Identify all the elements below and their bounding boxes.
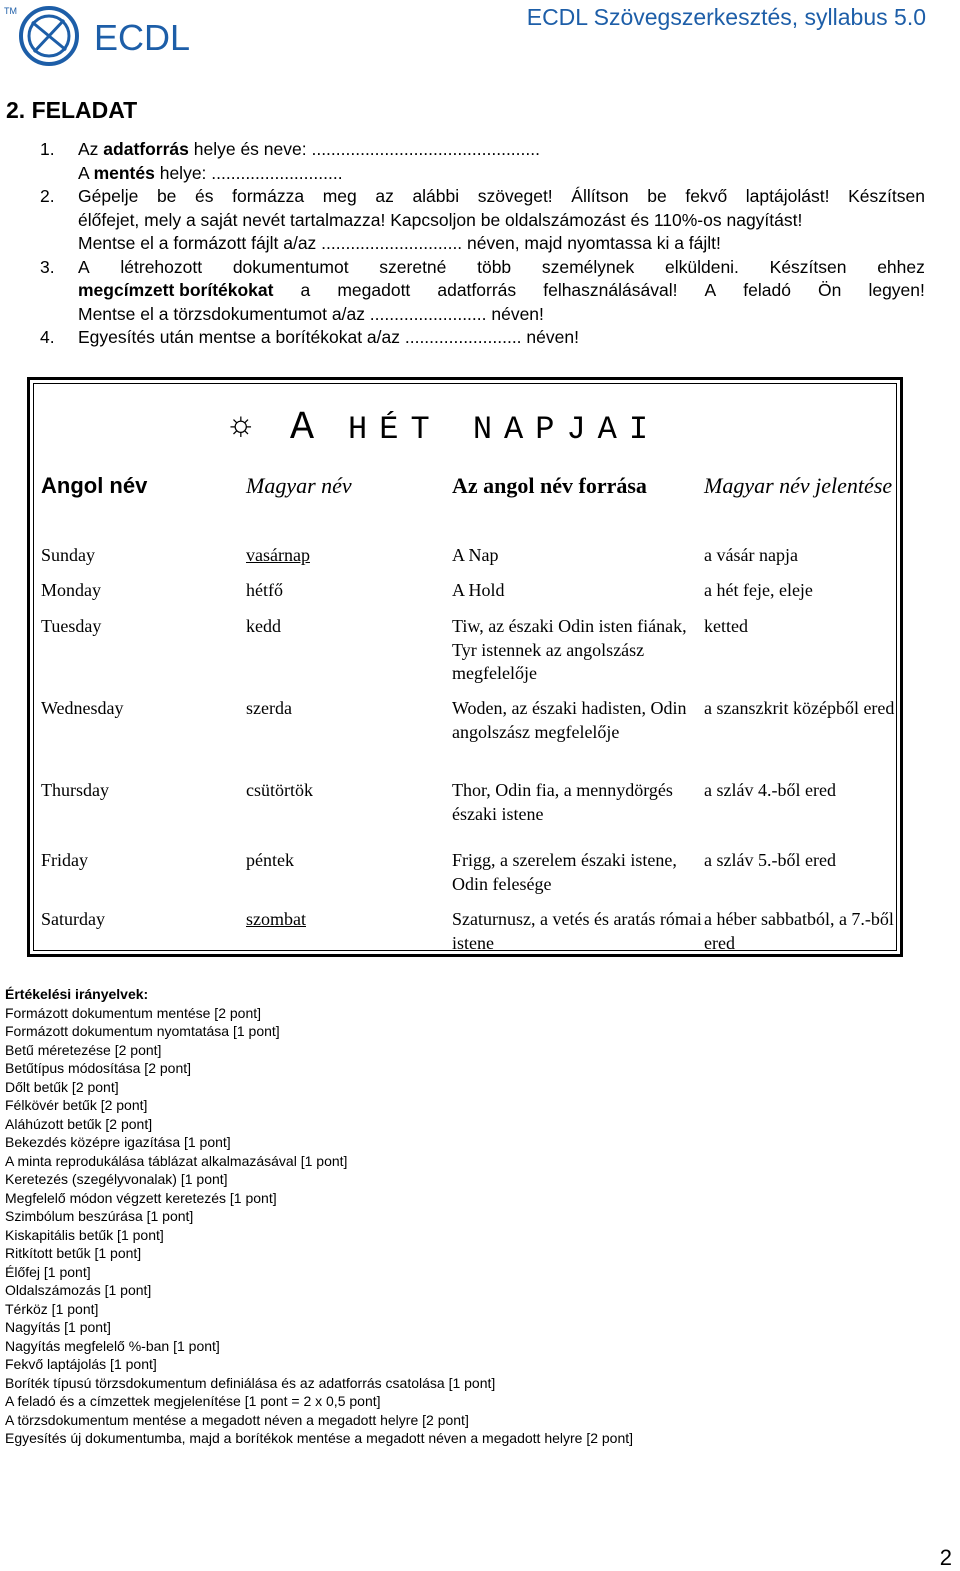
cell-english: Saturday (41, 909, 105, 929)
cell-hungarian: péntek (246, 850, 294, 870)
word: megadott (337, 280, 411, 300)
word: be (156, 186, 177, 206)
cell-source: Thor, Odin fia, a mennydörgés északi istene (452, 780, 673, 824)
instruction-number: 4. (40, 327, 55, 347)
cell-source: Szaturnusz, a vetés és aratás római istene (452, 909, 702, 953)
cell-hungarian: szerda (246, 698, 292, 718)
cell-english: Thursday (41, 780, 109, 800)
table-row (41, 544, 904, 579)
evaluation-item: Betűtípus módosítása [2 pont] (5, 1060, 192, 1076)
cell-hungarian: vasárnap (246, 545, 310, 565)
word: meg (322, 186, 357, 206)
instruction-text: helye: ........................... (154, 162, 343, 183)
word: felhasználásával! (543, 280, 678, 300)
word: fekvő (685, 186, 728, 206)
logo-tm: TM (4, 6, 17, 16)
instruction-number: 2. (40, 186, 55, 206)
table-row (41, 579, 904, 615)
word: A (78, 256, 90, 277)
evaluation-item: Dőlt betűk [2 pont] (5, 1078, 119, 1095)
header-english-name: Angol név (41, 473, 148, 498)
evaluation-item: Formázott dokumentum mentése [2 pont] (5, 1004, 262, 1021)
evaluation-list (5, 985, 633, 1448)
evaluation-item: A minta reprodukálása táblázat alkalmazásával [1 pont] (5, 1152, 348, 1169)
word: Gépelje (78, 186, 139, 206)
word: Készítsen (769, 256, 847, 277)
evaluation-item: Aláhúzott betűk [2 pont] (5, 1115, 153, 1132)
cell-hungarian: szombat (246, 909, 306, 929)
cell-meaning: a vásár napja (704, 545, 798, 565)
cell-meaning: a szanszkrit középből ered (704, 698, 895, 718)
word: személynek (541, 256, 635, 277)
word: A (704, 280, 717, 300)
word: feladó (743, 280, 791, 300)
word: szeretné (379, 256, 447, 277)
task-heading: 2. FELADAT (6, 97, 138, 123)
word: Állítson (571, 186, 629, 206)
table-row (41, 615, 904, 697)
word: a (300, 280, 311, 300)
ecdl-logo (4, 2, 204, 77)
cell-meaning: a szláv 5.-ből ered (704, 850, 836, 870)
table-row (41, 697, 904, 779)
evaluation-item: Élőfej [1 pont] (5, 1263, 91, 1280)
word: Ön (818, 280, 842, 300)
week-title-rest: HÉT NAPJAI (348, 411, 661, 448)
evaluation-item: A törzsdokumentum mentése a megadott néven a megadott helyre [2 pont] (5, 1411, 469, 1428)
word: elküldeni. (664, 256, 739, 277)
word: be (647, 186, 667, 206)
table-header-row (41, 470, 904, 544)
instruction-2-line-1 (78, 185, 925, 209)
instruction-text: Egyesítés után mentse a borítékokat a/az ........................ néven! (78, 327, 579, 347)
word: ehhez (877, 256, 925, 277)
evaluation-item: Fekvő laptájolás [1 pont] (5, 1356, 157, 1372)
evaluation-item: Szimbólum beszúrása [1 pont] (5, 1208, 194, 1224)
table-row (41, 779, 904, 849)
word: több (477, 256, 512, 277)
instruction-1 (40, 138, 925, 162)
evaluation-item: Keretezés (szegélyvonalak) [1 pont] (5, 1171, 228, 1187)
evaluation-item: Oldalszámozás [1 pont] (5, 1282, 152, 1298)
word-bold: megcímzett borítékokat (78, 280, 274, 300)
week-title (230, 405, 660, 451)
evaluation-item: Egyesítés új dokumentumba, majd a borítékok mentése a megadott néven a megadott helyre [2 pont] (5, 1430, 634, 1446)
evaluation-item: Nagyítás megfelelő %-ban [1 pont] (5, 1337, 220, 1354)
instruction-3-line-2 (40, 279, 925, 303)
table-row (41, 908, 904, 955)
evaluation-item: A feladó és a címzettek megjelenítése [1 pont = 2 x 0,5 pont] (5, 1393, 381, 1409)
cell-english: Tuesday (41, 616, 102, 636)
instruction-text: Az (78, 139, 104, 159)
word: legyen! (868, 280, 925, 300)
cell-source: A Nap (452, 545, 499, 565)
header-hungarian-name: Magyar név (246, 473, 352, 498)
cell-meaning: a héber sabbatból, a 7.-ből ered (704, 909, 894, 953)
word: Készítsen (848, 186, 925, 206)
word: alábbi (412, 186, 460, 206)
header-meaning: Magyar név jelentése (704, 473, 893, 498)
instruction-bold: mentés (93, 162, 155, 183)
cell-source: Tiw, az északi Odin isten fiának, Tyr istennek az angolszász megfelelője (452, 616, 687, 683)
word: laptájolást! (745, 186, 830, 206)
instruction-text: A (78, 162, 94, 183)
cell-hungarian: kedd (246, 616, 281, 636)
cell-source: A Hold (452, 580, 505, 600)
sun-icon: ☼ (230, 405, 252, 446)
days-table (41, 470, 904, 955)
instruction-2-line-3: Mentse el a formázott fájlt a/az ............................. néven, majd nyomtassa ki a fájlt! (78, 233, 721, 253)
evaluation-heading: Értékelési irányelvek: (5, 986, 149, 1002)
word: adatforrás (437, 280, 517, 300)
word: dokumentumot (232, 256, 349, 277)
instruction-1b (40, 162, 925, 186)
evaluation-item: Félkövér betűk [2 pont] (5, 1097, 148, 1113)
week-title-initial: A (290, 406, 325, 451)
logo-text: ECDL (94, 17, 191, 58)
word: szöveget! (477, 186, 553, 206)
word: létrehozott (120, 256, 203, 277)
cell-english: Sunday (41, 545, 95, 565)
table-row (41, 849, 904, 908)
cell-source: Frigg, a szerelem északi istene, Odin felesége (452, 850, 677, 894)
word: és (195, 186, 214, 206)
cell-hungarian: hétfő (246, 580, 283, 600)
instruction-3-line-3: Mentse el a törzsdokumentumot a/az ........................ néven! (78, 303, 544, 324)
evaluation-item: Kiskapitális betűk [1 pont] (5, 1226, 164, 1243)
cell-meaning: a szláv 4.-ből ered (704, 780, 836, 800)
instruction-number: 1. (40, 139, 55, 159)
evaluation-item: Formázott dokumentum nyomtatása [1 pont] (5, 1023, 280, 1039)
cell-english: Monday (41, 580, 101, 600)
instruction-number: 3. (40, 256, 55, 277)
cell-source: Woden, az északi hadisten, Odin angolszász megfelelője (452, 698, 687, 742)
cell-english: Friday (41, 850, 88, 870)
evaluation-item: Nagyítás [1 pont] (5, 1319, 111, 1335)
instruction-2-line-2: élőfejet, mely a saját nevét tartalmazza! Kapcsoljon be oldalszámozást és 110%-os nagyítást! (78, 209, 803, 230)
cell-meaning: a hét feje, eleje (704, 580, 813, 600)
task-instructions (40, 138, 925, 350)
word: az (375, 186, 394, 206)
header-title: ECDL Szövegszerkesztés, syllabus 5.0 (526, 4, 926, 30)
header-source: Az angol név forrása (452, 473, 647, 498)
cell-english: Wednesday (41, 698, 124, 718)
cell-hungarian: csütörtök (246, 780, 313, 800)
evaluation-item: Térköz [1 pont] (5, 1300, 99, 1317)
cell-meaning: ketted (704, 616, 748, 636)
ecdl-globe-icon (21, 8, 77, 64)
instruction-4 (40, 326, 925, 350)
evaluation-item: Ritkított betűk [1 pont] (5, 1245, 142, 1261)
instruction-2 (40, 185, 925, 209)
evaluation-item: Betű méretezése [2 pont] (5, 1041, 162, 1058)
instruction-3-line-1 (78, 256, 925, 280)
evaluation-item: Boríték típusú törzsdokumentum definiálása és az adatforrás csatolása [1 pont] (5, 1374, 496, 1391)
instruction-3 (40, 256, 925, 280)
word: formázza (232, 186, 305, 206)
instruction-text: helye és neve: ............................................... (188, 139, 540, 159)
instruction-bold: adatforrás (103, 139, 189, 159)
evaluation-item: Bekezdés középre igazítása [1 pont] (5, 1134, 231, 1150)
evaluation-item: Megfelelő módon végzett keretezés [1 pont] (5, 1189, 277, 1206)
page-number: 2 (939, 1545, 952, 1570)
